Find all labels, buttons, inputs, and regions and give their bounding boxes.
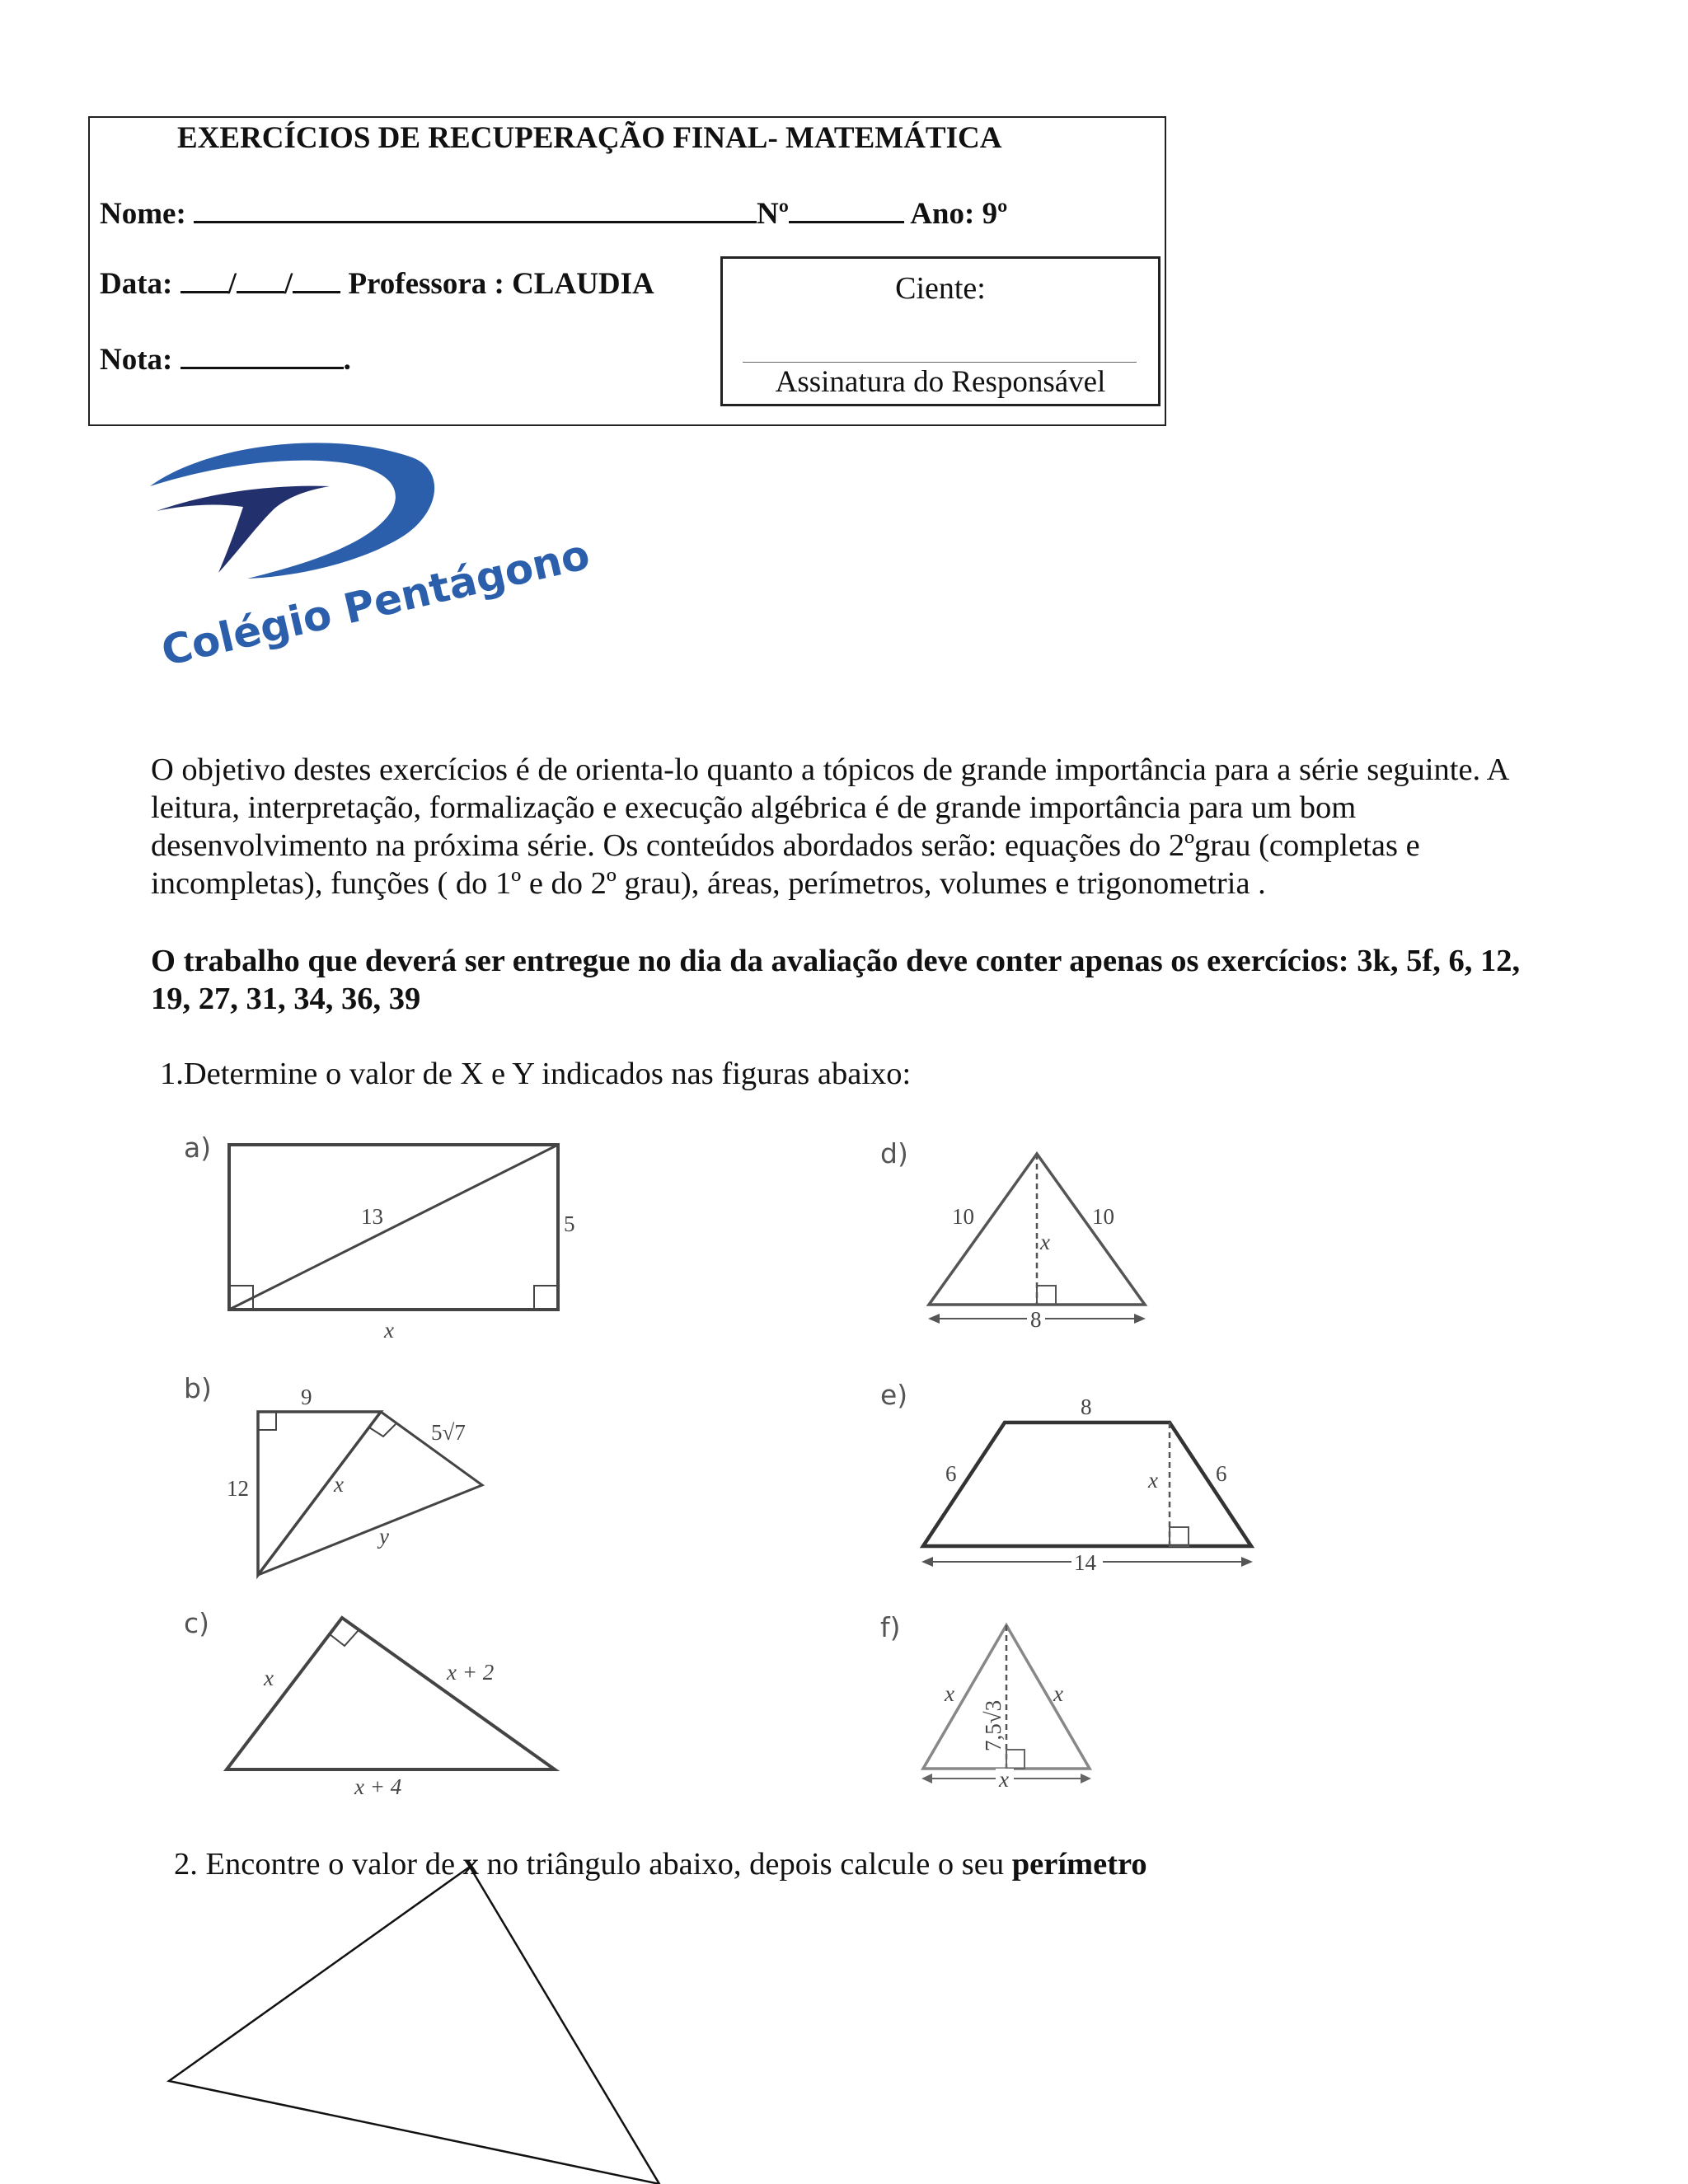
intro-line: desenvolvimento na próxima série. Os conteúdos abordados serão: equações do 2ºgrau (completas e bbox=[151, 828, 1420, 863]
arrow-left-icon bbox=[928, 1314, 940, 1324]
grade-row bbox=[100, 342, 351, 377]
intro-paragraph bbox=[151, 751, 1593, 902]
name-row bbox=[100, 196, 1007, 232]
arrow-right-icon bbox=[1241, 1557, 1253, 1567]
figure-f-label: f) bbox=[880, 1611, 901, 1643]
logo-text: Colégio Pentágono bbox=[157, 530, 594, 676]
right-angle-mark bbox=[258, 1412, 276, 1430]
date-year-field[interactable] bbox=[293, 266, 340, 293]
question-2-prefix: 2. Encontre o valor de bbox=[174, 1847, 456, 1882]
grade-label: Nota: bbox=[100, 343, 173, 377]
side-label: 5 bbox=[564, 1212, 575, 1236]
date-month-field[interactable] bbox=[237, 266, 284, 293]
base-label: 8 bbox=[1030, 1307, 1042, 1332]
trapezoid-shape bbox=[923, 1422, 1251, 1546]
right-label: 10 bbox=[1092, 1204, 1114, 1229]
page-title: EXERCÍCIOS DE RECUPERAÇÃO FINAL- MATEMÁTICA bbox=[177, 121, 1002, 155]
right-angle-mark bbox=[1006, 1750, 1025, 1769]
right-label: x + 2 bbox=[447, 1660, 495, 1685]
figure-e-label: e) bbox=[880, 1379, 908, 1411]
delivery-notice bbox=[151, 942, 1593, 1018]
intro-line: leitura, interpretação, formalização e execução algébrica é de grande importância para um bom bbox=[151, 790, 1357, 825]
intro-line: incompletas), funções ( do 1º e do 2º grau), áreas, perímetros, volumes e trigonometria . bbox=[151, 866, 1266, 901]
notice-line: O trabalho que deverá ser entregue no dia da avaliação deve conter apenas os exercícios: 3k, 5f, 6, 12, bbox=[151, 944, 1521, 978]
right-angle-mark bbox=[1037, 1286, 1056, 1305]
height-label: x bbox=[1148, 1468, 1158, 1493]
question-2-middle: no triângulo abaixo, depois calcule o seu bbox=[486, 1847, 1005, 1882]
figure-d bbox=[907, 1137, 1170, 1335]
question-2-variable: x bbox=[462, 1847, 479, 1882]
figure-c bbox=[214, 1607, 569, 1797]
hypotenuse-label: x bbox=[334, 1472, 344, 1497]
question-1-text: 1.Determine o valor de X e Y indicados nas figuras abaixo: bbox=[160, 1057, 912, 1091]
figure-a-label: a) bbox=[184, 1132, 212, 1164]
left-label: 12 bbox=[227, 1476, 249, 1501]
date-sep: / bbox=[284, 267, 293, 301]
grade-end: . bbox=[343, 343, 351, 377]
left-label: 6 bbox=[945, 1461, 957, 1486]
ciente-box bbox=[720, 256, 1160, 406]
date-row bbox=[100, 266, 654, 302]
figure-f bbox=[907, 1615, 1104, 1797]
figure-a bbox=[214, 1129, 593, 1343]
signature-label: Assinatura do Responsável bbox=[775, 365, 1106, 399]
height-label: x bbox=[1040, 1230, 1050, 1254]
top-label: 9 bbox=[301, 1385, 312, 1409]
right-label: x bbox=[1053, 1681, 1063, 1706]
bottom-label: y bbox=[379, 1524, 389, 1549]
number-field[interactable] bbox=[789, 196, 904, 223]
logo-d-mark bbox=[157, 486, 330, 573]
right-angle-mark bbox=[534, 1286, 558, 1310]
diagonal-line bbox=[229, 1145, 558, 1310]
figure-c-label: c) bbox=[184, 1607, 210, 1639]
arrow-left-icon bbox=[921, 1557, 933, 1567]
question-2-bold-end: perímetro bbox=[1011, 1847, 1147, 1882]
signature-line[interactable] bbox=[743, 362, 1137, 363]
teacher-label: Professora : CLAUDIA bbox=[348, 267, 654, 301]
right-angle-mark bbox=[330, 1630, 359, 1646]
year-label: Ano: 9º bbox=[910, 197, 1008, 231]
figure-question-2 bbox=[157, 1858, 684, 2184]
top-label: 8 bbox=[1081, 1394, 1092, 1419]
logo-swoosh bbox=[150, 443, 434, 579]
figure-b bbox=[214, 1368, 511, 1582]
figure-e bbox=[907, 1385, 1269, 1582]
left-label: x bbox=[945, 1681, 954, 1706]
date-sep: / bbox=[227, 267, 237, 301]
grade-field[interactable] bbox=[181, 342, 344, 369]
number-label: Nº bbox=[757, 197, 789, 231]
left-label: x bbox=[264, 1666, 274, 1690]
name-label: Nome: bbox=[100, 197, 186, 231]
arrow-left-icon bbox=[921, 1774, 932, 1783]
left-label: 10 bbox=[952, 1204, 974, 1229]
arrow-right-icon bbox=[1081, 1774, 1091, 1783]
triangle-shape bbox=[227, 1618, 555, 1769]
figure-d-label: d) bbox=[880, 1137, 908, 1169]
school-logo bbox=[140, 420, 594, 676]
figure-b-label: b) bbox=[184, 1372, 212, 1404]
right-angle-mark bbox=[1170, 1527, 1189, 1546]
right-angle-mark bbox=[369, 1424, 396, 1436]
notice-line: 19, 27, 31, 34, 36, 39 bbox=[151, 982, 421, 1016]
name-field[interactable] bbox=[194, 196, 757, 223]
slant-label: 5√7 bbox=[431, 1420, 466, 1445]
arrow-right-icon bbox=[1134, 1314, 1146, 1324]
right-label: 6 bbox=[1216, 1461, 1227, 1486]
base-label: 14 bbox=[1074, 1550, 1096, 1575]
base-label: x + 4 bbox=[354, 1774, 402, 1799]
diagonal-label: 13 bbox=[361, 1204, 383, 1229]
right-angle-mark bbox=[229, 1286, 253, 1310]
ciente-label: Ciente: bbox=[895, 271, 986, 306]
scalene-triangle-shape bbox=[169, 1867, 659, 2184]
date-day-field[interactable] bbox=[181, 266, 228, 293]
intro-line: O objetivo destes exercícios é de orienta-lo quanto a tópicos de grande importância para a série seguinte. A bbox=[151, 752, 1510, 787]
height-label: 7,5√3 bbox=[981, 1699, 1006, 1751]
base-label: x bbox=[999, 1767, 1009, 1792]
date-label: Data: bbox=[100, 267, 173, 301]
base-label: x bbox=[384, 1318, 394, 1343]
